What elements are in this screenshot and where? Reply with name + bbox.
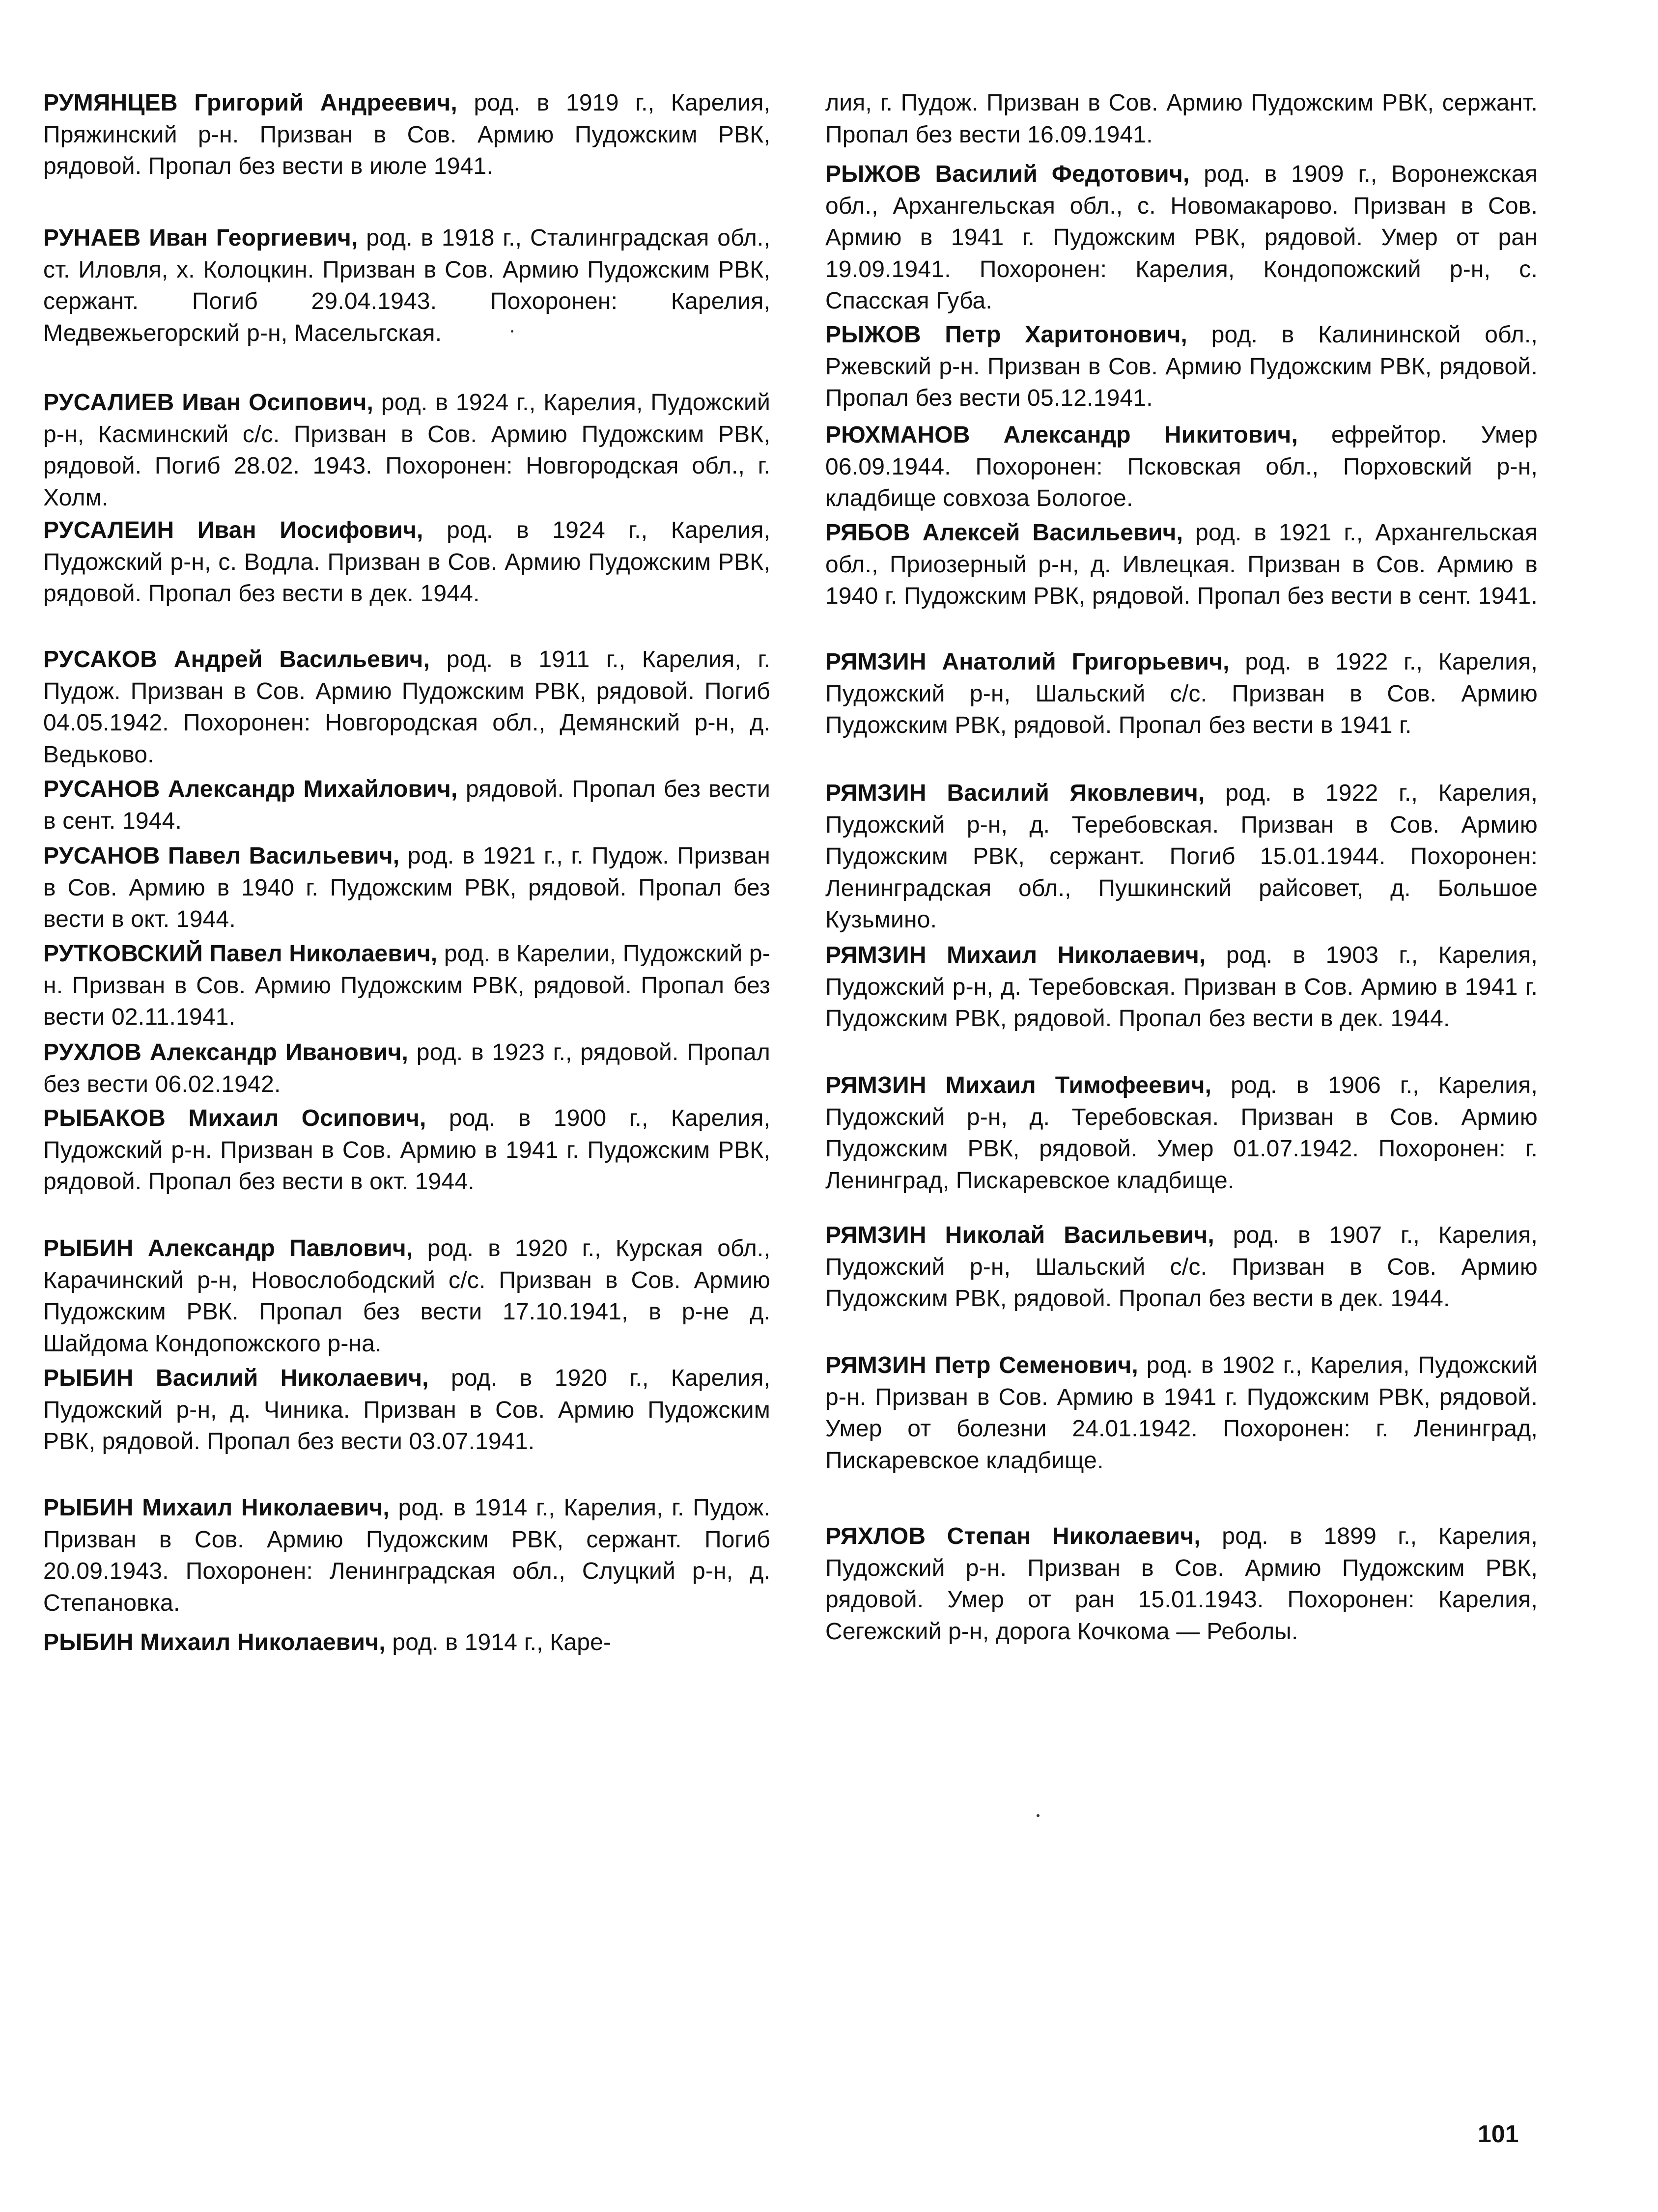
entry-text: род. в 1922 г., Карелия, Пудожский р-н, д. Теребовская. Призван в Сов. Армию Пудожским РВК, сержант. Погиб 15.01.1944. Похоронен: Ленинградская обл., Пушкинский райсовет, д. Большое Кузьмино. bbox=[825, 780, 1538, 933]
entry-text: род. в 1924 г., Карелия, Пудожский р-н, Касминский с/с. Призван в Сов. Армию Пудожским РВК, рядовой. Погиб 28.02. 1943. Похоронен: Новгородская обл., г. Холм. bbox=[43, 390, 770, 511]
entry-text: род. в 1907 г., Карелия, Пудожский р-н, Шальский с/с. Призван в Сов. Армию Пудожским РВК, рядовой. Пропал без вести в дек. 1944. bbox=[825, 1222, 1538, 1312]
entry-name: РЯМЗИН Николай Васильевич, bbox=[825, 1222, 1214, 1248]
entry-text: род. в 1921 г., г. Пудож. Призван в Сов. Армию в 1940 г. Пудожским РВК, рядовой. Пропал без вести в окт. 1944. bbox=[43, 843, 770, 932]
entry bbox=[825, 517, 1538, 613]
entry-text: род. в 1921 г., Архангельская обл., Приозерный р-н, д. Ивлецкая. Призван в Сов. Армию в 1940 г. Пудожским РВК, рядовой. Пропал без вести в сент. 1941. bbox=[825, 520, 1538, 609]
entry-text: род. в 1920 г., Курская обл., Карачинский р-н, Новослободский с/с. Призван в Сов. Армию Пудожским РВК. Пропал без вести 17.10.1941, в р-не д. Шайдома Кондопожского р-на. bbox=[43, 1235, 770, 1357]
entry bbox=[43, 1363, 770, 1458]
entry-name: РУМЯНЦЕВ Григорий Андреевич, bbox=[43, 90, 457, 116]
entry bbox=[825, 646, 1538, 742]
entry bbox=[43, 938, 770, 1034]
entry-name: РЫЖОВ Василий Федотович, bbox=[825, 161, 1190, 187]
entry bbox=[825, 1220, 1538, 1315]
entry-text: род. в 1900 г., Карелия, Пудожский р-н. Призван в Сов. Армию в 1941 г. Пудожским РВК, рядовой. Пропал без вести в окт. 1944. bbox=[43, 1105, 770, 1195]
entry bbox=[43, 1233, 770, 1360]
entry-name: РЯБОВ Алексей Васильевич, bbox=[825, 520, 1183, 546]
entry bbox=[825, 319, 1538, 415]
entry bbox=[825, 159, 1538, 317]
entry-name: РЯМЗИН Михаил Тимофеевич, bbox=[825, 1072, 1212, 1098]
entry bbox=[43, 644, 770, 771]
entry-name: РЫБИН Александр Павлович, bbox=[43, 1235, 413, 1261]
entry-text: род. в 1922 г., Карелия, Пудожский р-н, Шальский с/с. Призван в Сов. Армию Пудожским РВК, рядовой. Пропал без вести в 1941 г. bbox=[825, 649, 1538, 738]
entry bbox=[43, 1627, 770, 1659]
entry-name: РЯХЛОВ Степан Николаевич, bbox=[825, 1523, 1201, 1549]
entry-text: род. в 1902 г., Карелия, Пудожский р-н. Призван в Сов. Армию в 1941 г. Пудожским РВК, рядовой. Умер от болезни 24.01.1942. Похоронен: г. Ленинград, Пискаревское кладбище. bbox=[825, 1352, 1538, 1474]
entry-text: род. в 1903 г., Карелия, Пудожский р-н, д. Теребовская. Призван в Сов. Армию в 1941 г. Пудожским РВК, рядовой. Пропал без вести в дек. 1944. bbox=[825, 942, 1538, 1032]
entry bbox=[43, 1492, 770, 1619]
entry-text: род. в 1918 г., Сталинградская обл., ст. Иловля, х. Колоцкин. Призван в Сов. Армию Пудожским РВК, сержант. Погиб 29.04.1943. Похоронен: Карелия, Медвежьегорский р-н, Масельгская. bbox=[43, 225, 770, 346]
entry-text: род. в 1899 г., Карелия, Пудожский р-н. Призван в Сов. Армию Пудожским РВК, рядовой. Умер от ран 15.01.1943. Похоронен: Карелия, Сегежский р-н, дорога Кочкома — Реболы. bbox=[825, 1523, 1538, 1645]
entry-name: РЮХМАНОВ Александр Никитович, bbox=[825, 422, 1298, 448]
entry-name: РЫБИН Михаил Николаевич, bbox=[43, 1629, 386, 1655]
entry-name: РЯМЗИН Михаил Николаевич, bbox=[825, 942, 1206, 968]
entry-text: ефрейтор. Умер 06.09.1944. Похоронен: Псковская обл., Порховский р-н, кладбище совхоза Бологое. bbox=[825, 422, 1538, 511]
entry-name: РУСАЛЕИН Иван Иосифович, bbox=[43, 517, 423, 543]
entry bbox=[43, 1103, 770, 1198]
entry-text: род. в 1924 г., Карелия, Пудожский р-н, с. Водла. Призван в Сов. Армию Пудожским РВК, рядовой. Пропал без вести в дек. 1944. bbox=[43, 517, 770, 607]
entry-name: РЫЖОВ Петр Харитонович, bbox=[825, 322, 1187, 348]
entry-name: РЯМЗИН Василий Яковлевич, bbox=[825, 780, 1205, 806]
entry bbox=[825, 420, 1538, 515]
entry-text: род. в 1920 г., Карелия, Пудожский р-н, д. Чиника. Призван в Сов. Армию Пудожским РВК, рядовой. Пропал без вести 03.07.1941. bbox=[43, 1365, 771, 1455]
entry-name: РУТКОВСКИЙ Павел Николаевич, bbox=[43, 941, 438, 967]
entry-text: лия, г. Пудож. Призван в Сов. Армию Пудожским РВК, сержант. Пропал без вести 16.09.1941. bbox=[825, 90, 1538, 148]
entry-text: род. в 1919 г., Карелия, Пряжинский р-н. Призван в Сов. Армию Пудожским РВК, рядовой. Пропал без вести в июле 1941. bbox=[43, 90, 771, 179]
entry-text: род. в 1911 г., Карелия, г. Пудож. Призван в Сов. Армию Пудожским РВК, рядовой. Погиб 04.05.1942. Похоронен: Новгородская обл., Демянский р-н, д. Ведьково. bbox=[43, 646, 771, 768]
entry-name: РУХЛОВ Александр Иванович, bbox=[43, 1039, 409, 1065]
entry-name: РУСАНОВ Павел Васильевич, bbox=[43, 843, 400, 869]
entry bbox=[43, 87, 770, 183]
entry-name: РЫБИН Михаил Николаевич, bbox=[43, 1495, 390, 1521]
scan-speck bbox=[511, 330, 513, 333]
entry bbox=[825, 1521, 1538, 1648]
entry bbox=[43, 840, 770, 936]
entry-text: рядовой. Пропал без вести в сент. 1944. bbox=[43, 776, 770, 834]
page-number: 101 bbox=[1478, 2120, 1519, 2148]
entry bbox=[43, 387, 770, 514]
entry-text: род. в 1914 г., Каре- bbox=[385, 1629, 612, 1655]
entry-name: РЫБАКОВ Михаил Осипович, bbox=[43, 1105, 426, 1131]
entry bbox=[825, 1350, 1538, 1477]
entry bbox=[825, 1070, 1538, 1197]
entry bbox=[43, 515, 770, 610]
entry bbox=[43, 223, 770, 349]
entry-name: РЫБИН Василий Николаевич, bbox=[43, 1365, 429, 1391]
entry bbox=[825, 87, 1538, 151]
entry-text: род. в 1923 г., рядовой. Пропал без вести 06.02.1942. bbox=[43, 1039, 770, 1097]
entry-name: РУСАНОВ Александр Михайлович, bbox=[43, 776, 458, 802]
entry-name: РЯМЗИН Петр Семенович, bbox=[825, 1352, 1138, 1378]
entry bbox=[825, 778, 1538, 936]
entry-name: РУСАЛИЕВ Иван Осипович, bbox=[43, 390, 373, 416]
entry bbox=[43, 774, 770, 837]
entry-text: род. в 1906 г., Карелия, Пудожский р-н, д. Теребовская. Призван в Сов. Армию Пудожским РВК, рядовой. Умер 01.07.1942. Похоронен: г. Ленинград, Пискаревское кладбище. bbox=[825, 1072, 1538, 1194]
entry-text: род. в Карелии, Пудожский р-н. Призван в Сов. Армию Пудожским РВК, рядовой. Пропал без вести 02.11.1941. bbox=[43, 941, 770, 1030]
entry-text: род. в 1914 г., Карелия, г. Пудож. Призван в Сов. Армию Пудожским РВК, сержант. Погиб 20.09.1943. Похоронен: Ленинградская обл., Слуцкий р-н, д. Степановка. bbox=[43, 1495, 770, 1616]
entry-name: РЯМЗИН Анатолий Григорьевич, bbox=[825, 649, 1230, 675]
entry bbox=[825, 940, 1538, 1035]
entry-name: РУНАЕВ Иван Георгиевич, bbox=[43, 225, 358, 251]
scan-speck bbox=[1037, 1814, 1040, 1817]
entry-name: РУСАКОВ Андрей Васильевич, bbox=[43, 646, 430, 672]
entry-text: род. в 1909 г., Воронежская обл., Архангельская обл., с. Новомакарово. Призван в Сов. Армию в 1941 г. Пудожским РВК, рядовой. Умер от ран 19.09.1941. Похоронен: Карелия, Кондопожский р-н, с. Спасская Губа. bbox=[825, 161, 1538, 314]
entry-text: род. в Калининской обл., Ржевский р-н. Призван в Сов. Армию Пудожским РВК, рядовой. Пропал без вести 05.12.1941. bbox=[825, 322, 1538, 411]
entry bbox=[43, 1037, 770, 1100]
